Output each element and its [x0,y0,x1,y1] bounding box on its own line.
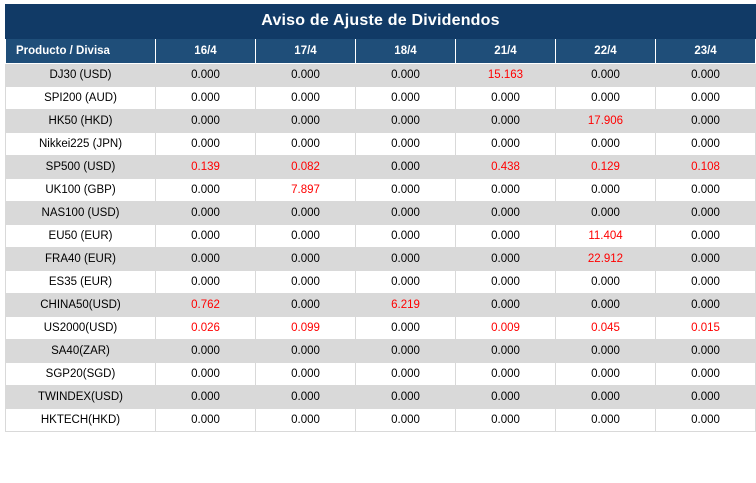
table-row [6,133,756,156]
value-cell: 0.000 [356,386,456,409]
table-title-row [6,5,756,39]
value-cell: 0.000 [156,202,256,225]
value-cell: 0.000 [656,386,756,409]
value-cell: 0.000 [256,248,356,271]
value-cell: 0.000 [456,202,556,225]
product-cell: FRA40 (EUR) [6,248,156,271]
value-cell: 0.000 [356,317,456,340]
value-cell: 0.108 [656,156,756,179]
value-cell: 0.000 [256,133,356,156]
value-cell: 0.000 [656,225,756,248]
value-cell: 0.000 [456,271,556,294]
value-cell: 0.000 [356,110,456,133]
value-cell: 0.000 [556,64,656,87]
value-cell: 0.000 [556,179,656,202]
table-row [6,409,756,432]
value-cell: 0.000 [156,133,256,156]
column-header-date-6: 23/4 [656,39,756,64]
product-cell: HKTECH(HKD) [6,409,156,432]
value-cell: 0.000 [356,225,456,248]
value-cell: 0.000 [656,179,756,202]
table-row [6,294,756,317]
value-cell: 0.000 [256,363,356,386]
column-header-date-5: 22/4 [556,39,656,64]
product-cell: SA40(ZAR) [6,340,156,363]
value-cell: 0.000 [156,363,256,386]
value-cell: 22.912 [556,248,656,271]
value-cell: 0.000 [556,87,656,110]
value-cell: 0.000 [156,87,256,110]
value-cell: 0.438 [456,156,556,179]
value-cell: 0.000 [656,409,756,432]
value-cell: 0.000 [556,271,656,294]
table-row [6,363,756,386]
value-cell: 0.000 [256,225,356,248]
value-cell: 0.000 [356,133,456,156]
value-cell: 0.000 [356,409,456,432]
table-row [6,179,756,202]
product-cell: EU50 (EUR) [6,225,156,248]
value-cell: 0.000 [656,133,756,156]
value-cell: 0.000 [656,363,756,386]
value-cell: 0.015 [656,317,756,340]
value-cell: 0.000 [256,386,356,409]
value-cell: 0.000 [156,340,256,363]
column-header-date-1: 16/4 [156,39,256,64]
value-cell: 0.000 [656,340,756,363]
table-row [6,317,756,340]
value-cell: 0.000 [356,179,456,202]
value-cell: 0.000 [656,294,756,317]
table-row [6,271,756,294]
table-body [6,64,756,432]
value-cell: 0.762 [156,294,256,317]
value-cell: 0.000 [356,156,456,179]
value-cell: 0.045 [556,317,656,340]
product-cell: DJ30 (USD) [6,64,156,87]
table-row [6,156,756,179]
value-cell: 0.000 [156,386,256,409]
table-row [6,386,756,409]
value-cell: 0.000 [256,409,356,432]
value-cell: 0.000 [356,64,456,87]
value-cell: 0.000 [456,179,556,202]
value-cell: 0.000 [656,271,756,294]
value-cell: 0.000 [656,202,756,225]
value-cell: 0.000 [156,110,256,133]
column-header-date-2: 17/4 [256,39,356,64]
product-cell: NAS100 (USD) [6,202,156,225]
product-cell: Nikkei225 (JPN) [6,133,156,156]
value-cell: 6.219 [356,294,456,317]
value-cell: 0.000 [256,271,356,294]
value-cell: 0.000 [156,271,256,294]
value-cell: 7.897 [256,179,356,202]
value-cell: 0.000 [556,386,656,409]
table-row [6,225,756,248]
value-cell: 0.000 [656,64,756,87]
table-row [6,248,756,271]
value-cell: 0.000 [556,294,656,317]
value-cell: 0.000 [456,133,556,156]
value-cell: 0.000 [156,64,256,87]
value-cell: 0.000 [156,225,256,248]
product-cell: UK100 (GBP) [6,179,156,202]
value-cell: 0.129 [556,156,656,179]
product-cell: SPI200 (AUD) [6,87,156,110]
value-cell: 0.000 [256,202,356,225]
value-cell: 0.000 [556,409,656,432]
value-cell: 0.026 [156,317,256,340]
value-cell: 0.000 [356,248,456,271]
value-cell: 0.000 [356,202,456,225]
value-cell: 0.000 [456,386,556,409]
value-cell: 0.000 [256,294,356,317]
value-cell: 0.000 [456,225,556,248]
product-cell: CHINA50(USD) [6,294,156,317]
table-row [6,110,756,133]
value-cell: 0.000 [456,248,556,271]
product-cell: US2000(USD) [6,317,156,340]
value-cell: 0.000 [656,110,756,133]
value-cell: 0.000 [256,110,356,133]
table-row [6,202,756,225]
column-header-product: Producto / Divisa [6,39,156,64]
column-header-date-4: 21/4 [456,39,556,64]
value-cell: 0.000 [356,271,456,294]
value-cell: 0.009 [456,317,556,340]
dividend-table [5,4,756,432]
value-cell: 0.000 [456,87,556,110]
value-cell: 0.000 [256,340,356,363]
value-cell: 0.000 [556,340,656,363]
value-cell: 0.099 [256,317,356,340]
value-cell: 0.000 [556,133,656,156]
product-cell: ES35 (EUR) [6,271,156,294]
value-cell: 0.000 [256,87,356,110]
table-row [6,87,756,110]
product-cell: TWINDEX(USD) [6,386,156,409]
table-header-row [6,39,756,64]
value-cell: 17.906 [556,110,656,133]
table-row [6,64,756,87]
value-cell: 15.163 [456,64,556,87]
value-cell: 0.000 [556,363,656,386]
value-cell: 0.000 [156,409,256,432]
value-cell: 0.000 [356,340,456,363]
product-cell: SP500 (USD) [6,156,156,179]
product-cell: HK50 (HKD) [6,110,156,133]
value-cell: 0.000 [356,363,456,386]
value-cell: 0.000 [656,87,756,110]
table-row [6,340,756,363]
value-cell: 0.000 [456,294,556,317]
value-cell: 0.000 [356,87,456,110]
value-cell: 0.000 [556,202,656,225]
value-cell: 0.000 [256,64,356,87]
product-cell: SGP20(SGD) [6,363,156,386]
column-header-date-3: 18/4 [356,39,456,64]
page-title: Aviso de Ajuste de Dividendos [6,5,756,39]
value-cell: 0.000 [456,340,556,363]
value-cell: 0.000 [456,363,556,386]
value-cell: 0.082 [256,156,356,179]
value-cell: 0.139 [156,156,256,179]
value-cell: 11.404 [556,225,656,248]
value-cell: 0.000 [156,248,256,271]
value-cell: 0.000 [656,248,756,271]
value-cell: 0.000 [156,179,256,202]
value-cell: 0.000 [456,110,556,133]
value-cell: 0.000 [456,409,556,432]
